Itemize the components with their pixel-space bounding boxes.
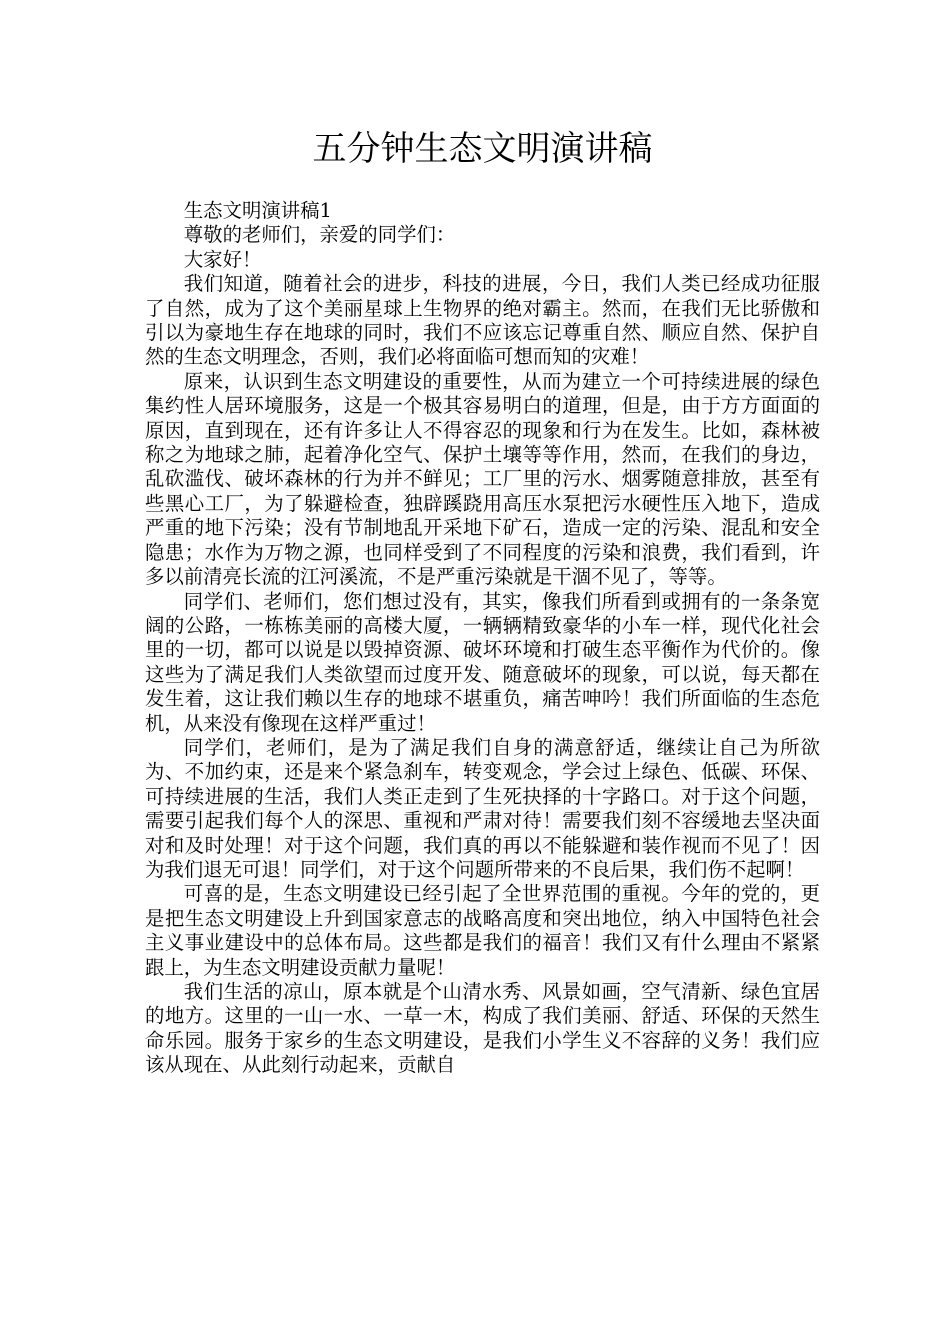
paragraph: 同学们、老师们，您们想过没有，其实，像我们所看到或拥有的一条条宽阔的公路，一栋栋美丽的高楼大厦，一辆辆精致豪华的小车一样，现代化社会里的一切，都可以说是以毁掉资源、破坏环境和打破生态平衡作为代价的。像这些为了满足我们人类欲望而过度开发、随意破坏的现象，可以说，每天都在发生着，这让我们赖以生存的地球不堪重负，痛苦呻吟！我们所面临的生态危机，从来没有像现在这样严重过！ [145,589,820,735]
paragraph: 原来，认识到生态文明建设的重要性，从而为建立一个可持续进展的绿色集约性人居环境服务，这是一个极其容易明白的道理，但是，由于方方面面的原因，直到现在，还有许多让人不得容忍的现象和行为在发生。比如，森林被称之为地球之肺，起着净化空气、保护土壤等等作用，然而，在我们的身边，乱砍滥伐、破坏森林的行为并不鲜见；工厂里的污水、烟雾随意排放，甚至有些黑心工厂，为了躲避检查，独辟蹊跷用高压水泵把污水硬性压入地下，造成严重的地下污染；没有节制地乱开采地下矿石，造成一定的污染、混乱和安全隐患；水作为万物之源，也同样受到了不同程度的污染和浪费，我们看到，许多以前清亮长流的江河溪流，不是严重污染就是干涸不见了，等等。 [145,369,820,589]
document-page [145,0,820,1344]
paragraph-greeting: 大家好！ [183,247,262,271]
paragraph-salutation: 尊敬的老师们，亲爱的同学们： [183,223,456,247]
document-title: 五分钟生态文明演讲稿 [312,129,653,169]
paragraph-heading: 生态文明演讲稿1 [183,199,332,222]
paragraph: 我们生活的凉山，原本就是个山清水秀、风景如画，空气清新、绿色宜居的地方。这里的一山一水、一草一木，构成了我们美丽、舒适、环保的天然生命乐园。服务于家乡的生态文明建设，是我们小学生义不容辞的义务！我们应该从现在、从此刻行动起来，贡献自 [145,980,820,1077]
document-body [145,199,820,1078]
paragraph: 同学们，老师们，是为了满足我们自身的满意舒适，继续让自己为所欲为、不加约束，还是来个紧急刹车，转变观念，学会过上绿色、低碳、环保、可持续进展的生活，我们人类正走到了生死抉择的十字路口。对于这个问题，需要引起我们每个人的深思、重视和严肃对待！需要我们刻不容缓地去坚决面对和及时处理！对于这个问题，我们真的再以不能躲避和装作视而不见了！因为我们退无可退！同学们，对于这个问题所带来的不良后果，我们伤不起啊！ [145,735,820,881]
paragraph: 我们知道，随着社会的进步，科技的进展，今日，我们人类已经成功征服了自然，成为了这个美丽星球上生物界的绝对霸主。然而，在我们无比骄傲和引以为豪地生存在地球的同时，我们不应该忘记尊重自然、顺应自然、保护自然的生态文明理念，否则，我们必将面临可想而知的灾难！ [145,272,820,369]
paragraph: 可喜的是，生态文明建设已经引起了全世界范围的重视。今年的党的，更是把生态文明建设上升到国家意志的战略高度和突出地位，纳入中国特色社会主义事业建设中的总体布局。这些都是我们的福音！我们又有什么理由不紧紧跟上，为生态文明建设贡献力量呢！ [145,882,820,979]
